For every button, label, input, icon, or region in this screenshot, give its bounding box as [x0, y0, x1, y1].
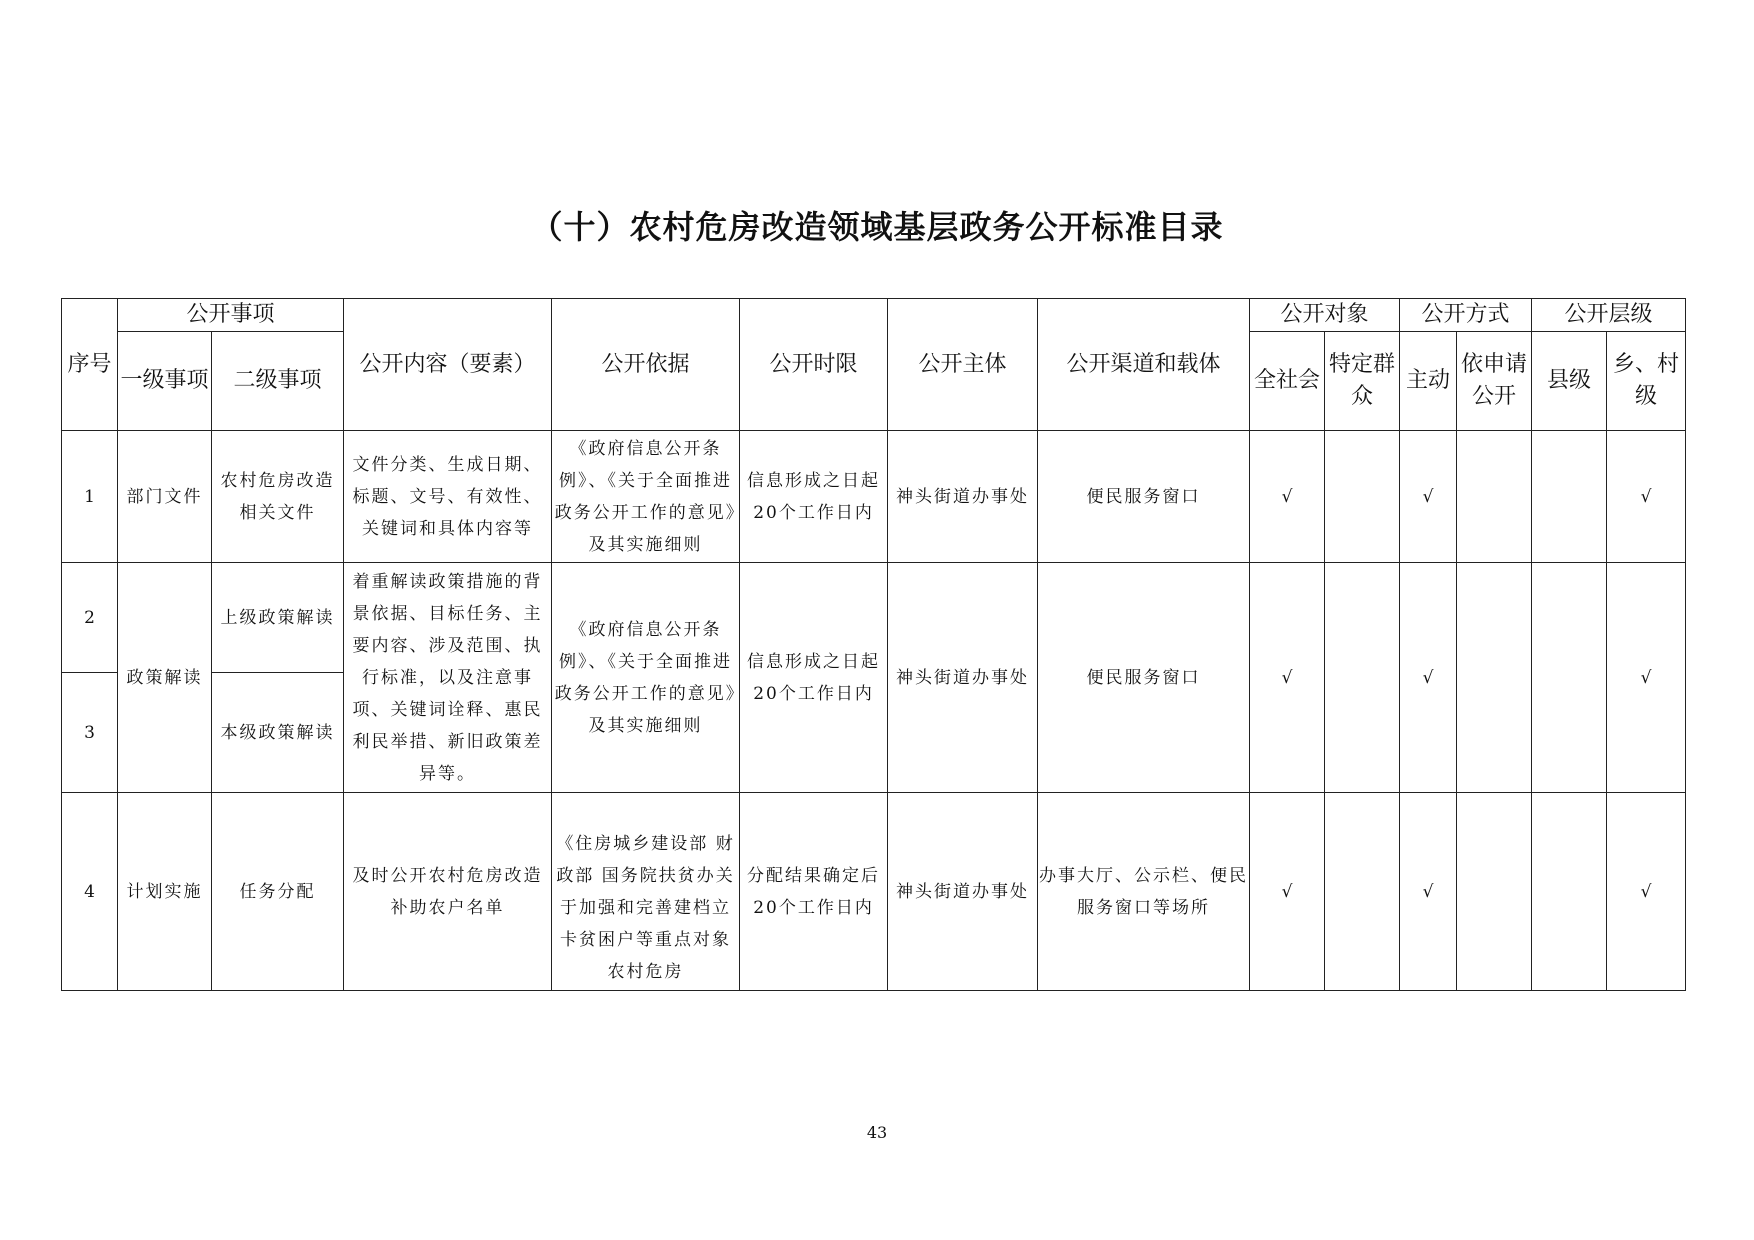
table-row — [62, 563, 1686, 673]
seq-cell: 2 — [62, 563, 118, 673]
header-level2: 二级事项 — [212, 332, 344, 431]
table-row — [62, 793, 1686, 991]
on-request-check — [1457, 793, 1532, 991]
township-check: √ — [1607, 793, 1686, 991]
level2-cell: 上级政策解读 — [212, 563, 344, 673]
subject-cell: 神头街道办事处 — [888, 793, 1038, 991]
table-row — [62, 431, 1686, 563]
header-content: 公开内容（要素） — [344, 299, 552, 431]
header-channel: 公开渠道和载体 — [1038, 299, 1250, 431]
active-check: √ — [1400, 431, 1457, 563]
content-cell: 文件分类、生成日期、标题、文号、有效性、关键词和具体内容等 — [344, 431, 552, 563]
content-cell: 着重解读政策措施的背景依据、目标任务、主要内容、涉及范围、执行标准，以及注意事项、关键词诠释、惠民利民举措、新旧政策差异等。 — [344, 563, 552, 793]
county-check — [1532, 563, 1607, 793]
header-items-group: 公开事项 — [118, 299, 344, 332]
township-check: √ — [1607, 431, 1686, 563]
time-limit-cell: 信息形成之日起20个工作日内 — [740, 563, 888, 793]
header-audience-group: 公开对象 — [1250, 299, 1400, 332]
level1-cell: 政策解读 — [118, 563, 212, 793]
time-limit-cell: 信息形成之日起20个工作日内 — [740, 431, 888, 563]
seq-cell: 1 — [62, 431, 118, 563]
header-mode-group: 公开方式 — [1400, 299, 1532, 332]
header-level-group: 公开层级 — [1532, 299, 1686, 332]
specific-group-check — [1325, 793, 1400, 991]
time-limit-cell: 分配结果确定后20个工作日内 — [740, 793, 888, 991]
header-basis: 公开依据 — [552, 299, 740, 431]
channel-cell: 便民服务窗口 — [1038, 431, 1250, 563]
header-whole-society: 全社会 — [1250, 332, 1325, 431]
header-time-limit: 公开时限 — [740, 299, 888, 431]
township-check: √ — [1607, 563, 1686, 793]
level2-cell: 农村危房改造相关文件 — [212, 431, 344, 563]
whole-society-check: √ — [1250, 563, 1325, 793]
on-request-check — [1457, 563, 1532, 793]
header-township: 乡、村级 — [1607, 332, 1686, 431]
catalog-table — [61, 298, 1686, 991]
basis-text: 《住房城乡建设部 财政部 国务院扶贫办关于加强和完善建档立卡贫困户等重点对象农村危房 — [556, 833, 735, 982]
active-check: √ — [1400, 563, 1457, 793]
active-check: √ — [1400, 793, 1457, 991]
page-title: （十）农村危房改造领域基层政务公开标准目录 — [530, 208, 1224, 246]
subject-cell: 神头街道办事处 — [888, 563, 1038, 793]
on-request-check — [1457, 431, 1532, 563]
header-specific-group: 特定群众 — [1325, 332, 1400, 431]
header-active: 主动 — [1400, 332, 1457, 431]
specific-group-check — [1325, 431, 1400, 563]
county-check — [1532, 431, 1607, 563]
basis-cell: 《政府信息公开条例》、《关于全面推进政务公开工作的意见》及其实施细则 — [552, 563, 740, 793]
level1-cell: 计划实施 — [118, 793, 212, 991]
subject-cell: 神头街道办事处 — [888, 431, 1038, 563]
seq-cell: 4 — [62, 793, 118, 991]
header-seq: 序号 — [62, 299, 118, 431]
whole-society-check: √ — [1250, 431, 1325, 563]
page-number: 43 — [866, 1123, 888, 1142]
header-level1: 一级事项 — [118, 332, 212, 431]
level2-cell: 任务分配 — [212, 793, 344, 991]
specific-group-check — [1325, 563, 1400, 793]
level1-cell: 部门文件 — [118, 431, 212, 563]
header-county: 县级 — [1532, 332, 1607, 431]
basis-cell — [552, 793, 740, 991]
header-on-request: 依申请公开 — [1457, 332, 1532, 431]
seq-cell: 3 — [62, 673, 118, 793]
content-cell: 及时公开农村危房改造补助农户名单 — [344, 793, 552, 991]
channel-cell: 办事大厅、公示栏、便民服务窗口等场所 — [1038, 793, 1250, 991]
channel-cell: 便民服务窗口 — [1038, 563, 1250, 793]
county-check — [1532, 793, 1607, 991]
whole-society-check: √ — [1250, 793, 1325, 991]
basis-cell: 《政府信息公开条例》、《关于全面推进政务公开工作的意见》及其实施细则 — [552, 431, 740, 563]
level2-cell: 本级政策解读 — [212, 673, 344, 793]
header-subject: 公开主体 — [888, 299, 1038, 431]
